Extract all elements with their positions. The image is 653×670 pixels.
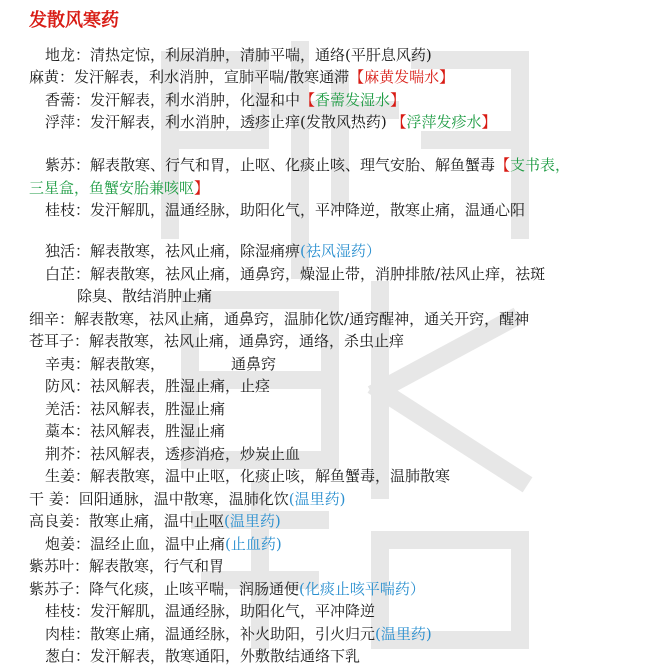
herb-effects: 发汗解表，散寒通阳，外敷散结通络下乳 bbox=[90, 647, 361, 665]
herb-name: 苍耳子： bbox=[29, 332, 90, 351]
herb-effects: 发汗解表，利水消肿，宣肺平喘/散寒通滞 bbox=[74, 68, 350, 87]
herb-name: 香薷： bbox=[45, 90, 91, 109]
herb-effects: 祛风解表，胜湿止痛 bbox=[90, 399, 226, 418]
mnemonic-text-line2: 三星盒，鱼蟹安胎兼咳呕 bbox=[29, 178, 195, 197]
herb-name: 高良姜： bbox=[29, 512, 90, 531]
herb-name: 藁本： bbox=[45, 422, 91, 441]
herb-entry bbox=[45, 398, 225, 421]
herb-name: 干 姜： bbox=[29, 489, 79, 508]
herb-effects: 回阳通脉，温中散寒，温肺化饮 bbox=[78, 489, 289, 508]
herb-entry bbox=[29, 330, 404, 353]
herb-entry bbox=[45, 89, 405, 112]
herb-effects: 发汗解表，利水消肿，透疹止痒(发散风热药) bbox=[90, 113, 387, 132]
page-title: 发散风寒药 bbox=[29, 10, 119, 31]
herb-effects: 散寒止痛，温通经脉，补火助阳，引火归元 bbox=[90, 624, 376, 643]
herb-entry bbox=[45, 465, 450, 488]
herb-name: 炮姜： bbox=[45, 534, 91, 553]
herb-entry bbox=[45, 353, 276, 376]
bracket-close: 】 bbox=[194, 178, 210, 197]
herb-effects: 清热定惊，利尿消肿，清肺平喘，通络(平肝息风药) bbox=[90, 46, 432, 64]
herb-effects: 解表散寒，祛风止痛，除湿痛痹 bbox=[90, 242, 301, 261]
herb-effects-extra: 通鼻窍 bbox=[231, 354, 277, 373]
herb-entry bbox=[45, 375, 270, 398]
herb-effects: 解表散寒，祛风止痛，通鼻窍，温肺化饮/通窍醒神，通关开窍，醒神 bbox=[74, 309, 530, 328]
herb-name: 白芷： bbox=[45, 264, 91, 283]
herb-effects: 解表散寒，温中止呕，化痰止咳，解鱼蟹毒，温肺散寒 bbox=[90, 467, 451, 486]
herb-effects: 解表散寒、行气和胃，止呕、化痰止咳、理气安胎、解鱼蟹毒 bbox=[90, 156, 496, 175]
herb-entry-continuation bbox=[77, 285, 212, 308]
herb-effects: 解表散寒，行气和胃 bbox=[89, 557, 225, 576]
bracket-close: 】 bbox=[390, 90, 406, 109]
herb-effects: 解表散寒， bbox=[90, 354, 166, 373]
herb-name: 紫苏： bbox=[45, 156, 91, 175]
herb-name: 紫苏子： bbox=[29, 579, 90, 598]
mnemonic-text: (祛风湿药） bbox=[300, 242, 381, 261]
herb-entry bbox=[29, 578, 425, 601]
herb-entry bbox=[45, 199, 525, 222]
herb-entry bbox=[45, 111, 497, 134]
herb-name: 独活： bbox=[45, 242, 91, 261]
herb-entry bbox=[29, 488, 346, 511]
herb-name: 桂枝： bbox=[45, 602, 91, 621]
herb-effects-line2: 除臭、散结消肿止痛 bbox=[77, 287, 213, 306]
herb-entry bbox=[45, 623, 432, 646]
herb-entry bbox=[45, 533, 282, 556]
herb-entry bbox=[45, 44, 432, 67]
herb-effects: 温经止血，温中止痛 bbox=[90, 534, 226, 553]
herb-name: 地龙： bbox=[45, 46, 91, 64]
herb-name: 防风： bbox=[45, 377, 91, 396]
bracket-close: 】 bbox=[481, 113, 497, 132]
herb-effects: 祛风解表，胜湿止痛，止痉 bbox=[90, 377, 271, 396]
mnemonic-text: (化痰止咳平喘药） bbox=[299, 579, 425, 598]
herb-entry bbox=[29, 308, 529, 331]
herb-entry bbox=[29, 555, 224, 578]
herb-effects: 祛风解表，透疹消疮，炒炭止血 bbox=[90, 444, 301, 463]
herb-effects: 散寒止痛，温中止呕 bbox=[89, 512, 225, 531]
mnemonic-text: 麻黄发喘水 bbox=[364, 68, 440, 87]
bracket-open: 【 bbox=[495, 156, 511, 175]
herb-entry bbox=[45, 600, 375, 623]
herb-name: 紫苏叶： bbox=[29, 557, 90, 576]
herb-effects: 降气化痰，止咳平喘，润肠通便 bbox=[89, 579, 300, 598]
bracket-open: 【 bbox=[349, 68, 365, 87]
bracket-open: 【 bbox=[391, 113, 407, 132]
herb-entry bbox=[29, 510, 281, 533]
mnemonic-text: 香薷发湿水 bbox=[315, 90, 391, 109]
herb-entry bbox=[45, 443, 300, 466]
herb-name: 麻黄： bbox=[29, 68, 75, 87]
herb-entry bbox=[45, 420, 225, 443]
herb-effects: 发汗解肌，温通经脉，助阳化气，平冲降逆，散寒止痛，温通心阳 bbox=[90, 201, 526, 220]
herb-name: 葱白： bbox=[45, 647, 91, 665]
herb-effects: 发汗解表，利水消肿，化湿和中 bbox=[90, 90, 301, 109]
mnemonic-text: 浮萍发疹水 bbox=[406, 113, 482, 132]
herb-name: 生姜： bbox=[45, 467, 91, 486]
mnemonic-text: 支书表， bbox=[510, 156, 571, 175]
herb-effects: 解表散寒，祛风止痛，通鼻窍，燥湿止带，消肿排脓/祛风止痒，祛斑 bbox=[90, 264, 546, 283]
herb-name: 浮萍： bbox=[45, 113, 91, 132]
bracket-close: 】 bbox=[439, 68, 455, 87]
bracket-open: 【 bbox=[300, 90, 316, 109]
herb-name: 荆芥： bbox=[45, 444, 91, 463]
herb-name: 肉桂： bbox=[45, 624, 91, 643]
herb-entry bbox=[45, 154, 570, 177]
herb-effects: 祛风解表，胜湿止痛 bbox=[90, 422, 226, 441]
mnemonic-text: (止血药) bbox=[225, 534, 282, 553]
herb-name: 羌活： bbox=[45, 399, 91, 418]
mnemonic-text: (温里药) bbox=[375, 624, 432, 643]
herb-name: 桂枝： bbox=[45, 201, 91, 220]
herb-entry bbox=[45, 645, 360, 668]
herb-name: 辛夷： bbox=[45, 354, 91, 373]
herb-entry bbox=[29, 66, 454, 89]
mnemonic-text: (温里药) bbox=[288, 489, 346, 508]
herb-entry bbox=[45, 263, 545, 286]
mnemonic-text: (温里药) bbox=[224, 512, 281, 531]
herb-effects: 解表散寒，祛风止痛，通鼻窍，通络，杀虫止痒 bbox=[89, 332, 405, 351]
herb-entry-continuation bbox=[29, 177, 209, 200]
herb-entry bbox=[45, 240, 381, 263]
herb-name: 细辛： bbox=[29, 309, 75, 328]
herb-effects: 发汗解肌，温通经脉，助阳化气，平冲降逆 bbox=[90, 602, 376, 621]
